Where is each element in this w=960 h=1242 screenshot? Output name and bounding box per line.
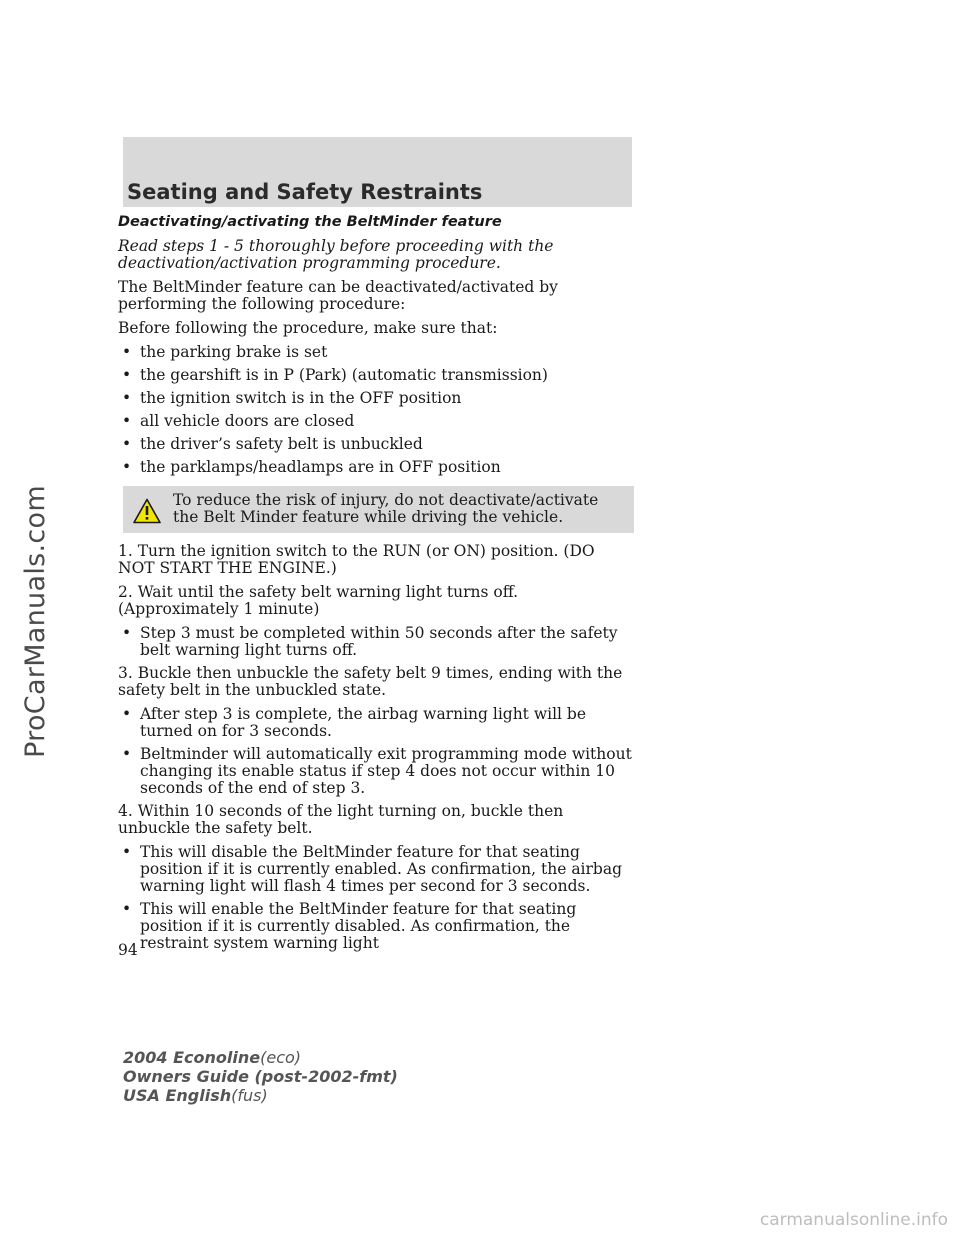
step-2: 2. Wait until the safety belt warning light turns off. (Approximately 1 minute) bbox=[118, 583, 519, 618]
warning-triangle-icon bbox=[133, 498, 161, 524]
step-3-list bbox=[118, 706, 634, 797]
warning-text: To reduce the risk of injury, do not deactivate/activate the Belt Minder feature while driving the vehicle. bbox=[173, 491, 599, 526]
footer-line-1 bbox=[123, 1048, 398, 1067]
footer-line-2: Owners Guide (post-2002-fmt) bbox=[123, 1067, 398, 1086]
list-item: • the ignition switch is in the OFF position bbox=[122, 389, 462, 407]
list-item: • the gearshift is in P (Park) (automatic transmission) bbox=[122, 366, 548, 384]
document-footer bbox=[123, 1048, 398, 1105]
bullet-icon: • bbox=[122, 458, 132, 476]
bottom-watermark: carmanualsonline.info bbox=[759, 1210, 948, 1230]
footer-model-code: (eco) bbox=[260, 1048, 302, 1067]
bullet-icon: • bbox=[122, 900, 132, 918]
checklist bbox=[118, 344, 634, 476]
bullet-icon: • bbox=[122, 435, 132, 453]
footer-language: USA English bbox=[123, 1086, 232, 1105]
footer-model: 2004 Econoline bbox=[123, 1048, 261, 1067]
list-item: • Beltminder will automatically exit programming mode without changing its enable status if step 4 does not occur within 10 seconds of the end of step 3. bbox=[122, 745, 632, 797]
bullet-icon: • bbox=[122, 745, 132, 763]
list-item: • the parking brake is set bbox=[122, 343, 328, 361]
page-content bbox=[118, 214, 634, 958]
step-4: 4. Within 10 seconds of the light turning on, buckle then unbuckle the safety belt. bbox=[118, 802, 564, 837]
bullet-icon: • bbox=[122, 412, 132, 430]
list-item: • After step 3 is complete, the airbag warning light will be turned on for 3 seconds. bbox=[122, 705, 587, 740]
side-watermark-text: ProCarManuals.com bbox=[19, 484, 51, 758]
step-2-list bbox=[118, 625, 634, 659]
step-4-list bbox=[118, 844, 634, 952]
bullet-icon: • bbox=[122, 624, 132, 642]
step-1: 1. Turn the ignition switch to the RUN (or ON) position. (DO NOT START THE ENGINE.) bbox=[118, 542, 595, 577]
footer-line-3 bbox=[123, 1086, 398, 1105]
bullet-icon: • bbox=[122, 843, 132, 861]
page-number: 94 bbox=[118, 941, 138, 959]
side-watermark bbox=[8, 0, 62, 1242]
list-item: • the parklamps/headlamps are in OFF position bbox=[122, 458, 501, 476]
list-item: • Step 3 must be completed within 50 seconds after the safety belt warning light turns off. bbox=[122, 624, 618, 659]
section-header bbox=[123, 137, 632, 207]
bullet-icon: • bbox=[122, 389, 132, 407]
intro-paragraph: Read steps 1 - 5 thoroughly before proceeding with the deactivation/activation programming procedure. bbox=[118, 237, 554, 272]
section-heading: Deactivating/activating the BeltMinder feature bbox=[118, 214, 502, 230]
bullet-icon: • bbox=[122, 366, 132, 384]
list-item: • the driver’s safety belt is unbuckled bbox=[122, 435, 423, 453]
list-item: • all vehicle doors are closed bbox=[122, 412, 355, 430]
paragraph-feature: The BeltMinder feature can be deactivated/activated by performing the following procedure: bbox=[118, 278, 558, 313]
step-3: 3. Buckle then unbuckle the safety belt 9 times, ending with the safety belt in the unbuckled state. bbox=[118, 664, 623, 699]
list-item: • This will enable the BeltMinder feature for that seating position if it is currently disabled. As confirmation, the restraint system warning light bbox=[122, 900, 577, 952]
warning-box bbox=[123, 486, 634, 533]
bullet-icon: • bbox=[122, 705, 132, 723]
paragraph-before: Before following the procedure, make sure that: bbox=[118, 319, 498, 337]
list-item: • This will disable the BeltMinder feature for that seating position if it is currently enabled. As confirmation, the airbag warning light will flash 4 times per second for 3 seconds. bbox=[122, 843, 623, 895]
footer-language-code: (fus) bbox=[231, 1086, 268, 1105]
bullet-icon: • bbox=[122, 343, 132, 361]
page-title: Seating and Safety Restraints bbox=[127, 180, 483, 204]
